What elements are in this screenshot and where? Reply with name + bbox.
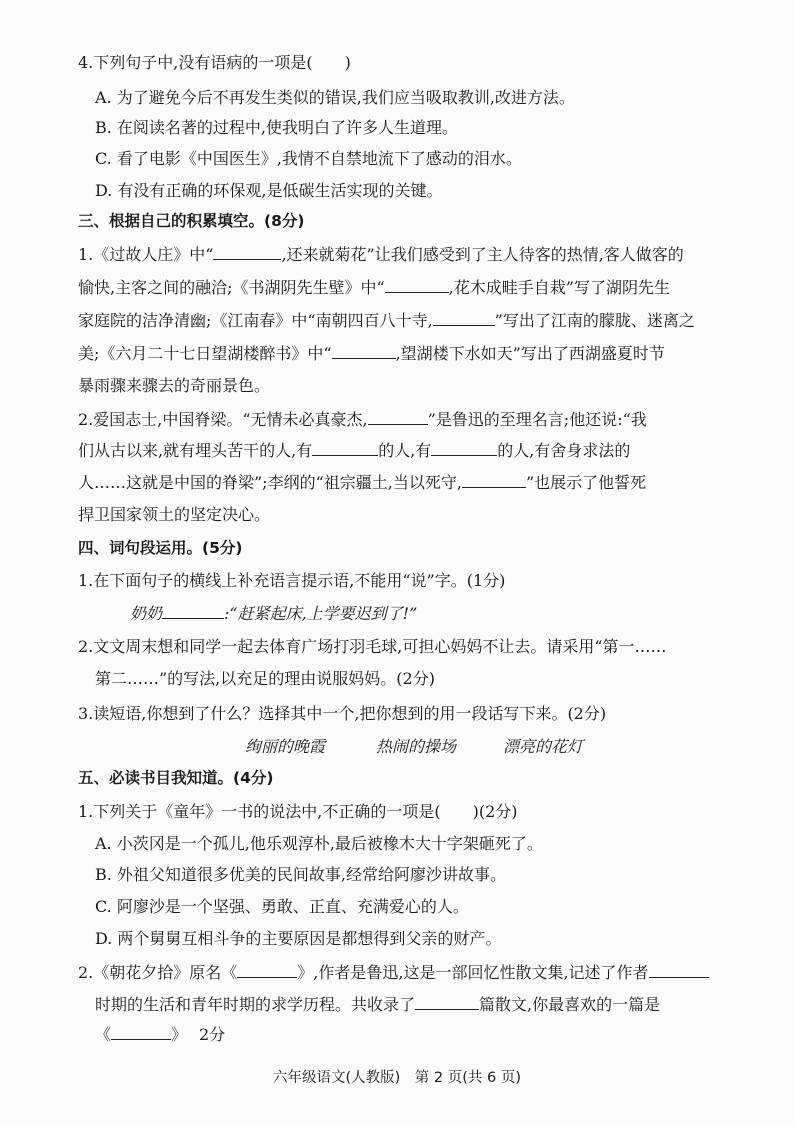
q4-option-c: C. 看了电影《中国医生》,我情不自禁地流下了感动的泪水。 [95, 149, 522, 168]
answer-blank[interactable] [332, 343, 396, 359]
s5-q2-text: 》 [171, 1025, 188, 1044]
s4-q2-line1: 2.文文周末想和同学一起去体育广场打羽毛球,可担心妈妈不让去。请采用“第一…… [78, 637, 667, 656]
answer-blank[interactable] [111, 1024, 171, 1040]
s4-phrase-1: 绚丽的晚霞 [245, 737, 326, 756]
s3-q1-line2 [78, 277, 670, 299]
section3-title: 三、根据自己的积累填空。(8分) [78, 212, 305, 230]
s3-q1-text: ”写出了江南的朦胧、迷离之 [494, 311, 695, 330]
answer-blank[interactable] [433, 310, 495, 326]
page-footer: 六年级语文(人教版) 第 2 页(共 6 页) [272, 1070, 521, 1086]
answer-blank[interactable] [162, 603, 224, 619]
s4-q1-quote: :“赶紧起床,上学要迟到了!” [224, 604, 418, 623]
s5-q2-text: 篇散文,你最喜欢的一篇是 [479, 995, 661, 1014]
q4-option-b: B. 在阅读名著的过程中,使我明白了许多人生道理。 [95, 118, 459, 137]
s3-q1-text: 美;《六月二十七日望湖楼醉书》中“ [78, 344, 332, 363]
q4-option-a: A. 为了避免今后不再发生类似的错误,我们应当吸取教训,改进方法。 [95, 88, 575, 107]
s3-q2-text: 人……这就是中国的脊梁”;李纲的“祖宗疆土,当以死守, [78, 473, 462, 492]
s5-q2-text: 》,作者是鲁迅,这是一部回忆性散文集,记述了作者 [297, 963, 649, 982]
s3-q2-text: 2.爱国志士,中国脊梁。“无情未必真豪杰, [78, 410, 368, 429]
answer-blank[interactable] [237, 962, 297, 978]
s3-q2-text: 的人,有 [378, 441, 432, 460]
s5-option-c: C. 阿廖沙是一个坚强、勇敢、正直、充满爱心的人。 [95, 897, 469, 916]
section4-title: 四、词句段运用。(5分) [78, 539, 243, 557]
q4-option-d: D. 有没有正确的环保观,是低碳生活实现的关键。 [95, 181, 443, 200]
s3-q2-text: ”也展示了他誓死 [525, 473, 647, 492]
s3-q2-line2 [78, 440, 630, 462]
s3-q1-text: 1.《过故人庄》中“ [78, 245, 214, 264]
s3-q2-line1 [78, 409, 647, 431]
answer-blank[interactable] [312, 440, 378, 456]
s3-q1-text: ,望湖楼下水如天”写出了西湖盛夏时节 [395, 344, 665, 363]
s3-q1-line3 [78, 310, 695, 332]
s4-q3: 3.读短语,你想到了什么？选择其中一个,把你想到的用一段话写下来。(2分) [78, 704, 607, 723]
answer-blank[interactable] [431, 440, 497, 456]
s4-q2-line2: 第二……”的写法,以充足的理由说服妈妈。(2分) [95, 669, 435, 688]
section5-title: 五、必读书目我知道。(4分) [78, 769, 274, 787]
s5-q2-line2 [95, 994, 660, 1016]
s3-q2-text: 们从古以来,就有埋头苦干的人,有 [78, 441, 313, 460]
s3-q1-line1 [78, 244, 684, 266]
s5-q2-line3 [95, 1024, 225, 1046]
s3-q1-text: ,花木成畦手自栽”写了湖阴先生 [448, 278, 670, 297]
q4-stem: 4.下列句子中,没有语病的一项是( ) [78, 53, 351, 72]
s3-q1-line4 [78, 343, 665, 365]
s5-q2-text: 《 [95, 1025, 112, 1044]
s4-phrase-2: 热闹的操场 [376, 737, 457, 756]
s3-q2-line4: 捍卫国家领土的坚定决心。 [78, 505, 271, 524]
s3-q1-text: 愉快,主客之间的融洽;《书湖阴先生壁》中“ [78, 278, 385, 297]
answer-blank[interactable] [462, 472, 526, 488]
s5-option-b: B. 外祖父知道很多优美的民间故事,经常给阿廖沙讲故事。 [95, 865, 507, 884]
s3-q1-text: 家庭院的洁净清幽;《江南春》中“南朝四百八十寺, [78, 311, 433, 330]
s5-q2-score: 2分 [199, 1025, 226, 1044]
s4-q1-speaker: 奶奶 [130, 604, 163, 623]
s5-q2-text: 2.《朝花夕拾》原名《 [78, 963, 238, 982]
s4-phrase-3: 漂亮的花灯 [503, 737, 584, 756]
s5-option-d: D. 两个舅舅互相斗争的主要原因是都想得到父亲的财产。 [95, 929, 502, 948]
answer-blank[interactable] [368, 409, 428, 425]
s3-q2-text: ”是鲁迅的至理名言;他还说:“我 [427, 410, 647, 429]
answer-blank[interactable] [649, 962, 709, 978]
answer-blank[interactable] [385, 277, 449, 293]
s5-option-a: A. 小茨冈是一个孤儿,他乐观淳朴,最后被橡木大十字架砸死了。 [95, 834, 543, 853]
s3-q2-text: 的人,有舍身求法的 [497, 441, 631, 460]
s5-q2-text: 时期的生活和青年时期的求学历程。共收录了 [95, 995, 416, 1014]
s3-q1-text: ,还来就菊花”让我们感受到了主人待客的热情,客人做客的 [281, 245, 684, 264]
s3-q1-line5: 暴雨骤来骤去的奇丽景色。 [78, 376, 271, 395]
s4-q1-sentence [130, 603, 417, 625]
answer-blank[interactable] [415, 994, 479, 1010]
s5-q1: 1.下列关于《童年》一书的说法中,不正确的一项是( )(2分) [78, 802, 518, 821]
answer-blank[interactable] [213, 244, 281, 260]
s5-q2-line1 [78, 962, 709, 984]
s4-q1: 1.在下面句子的横线上补充语言提示语,不能用“说”字。(1分) [78, 571, 506, 590]
s3-q2-line3 [78, 472, 646, 494]
